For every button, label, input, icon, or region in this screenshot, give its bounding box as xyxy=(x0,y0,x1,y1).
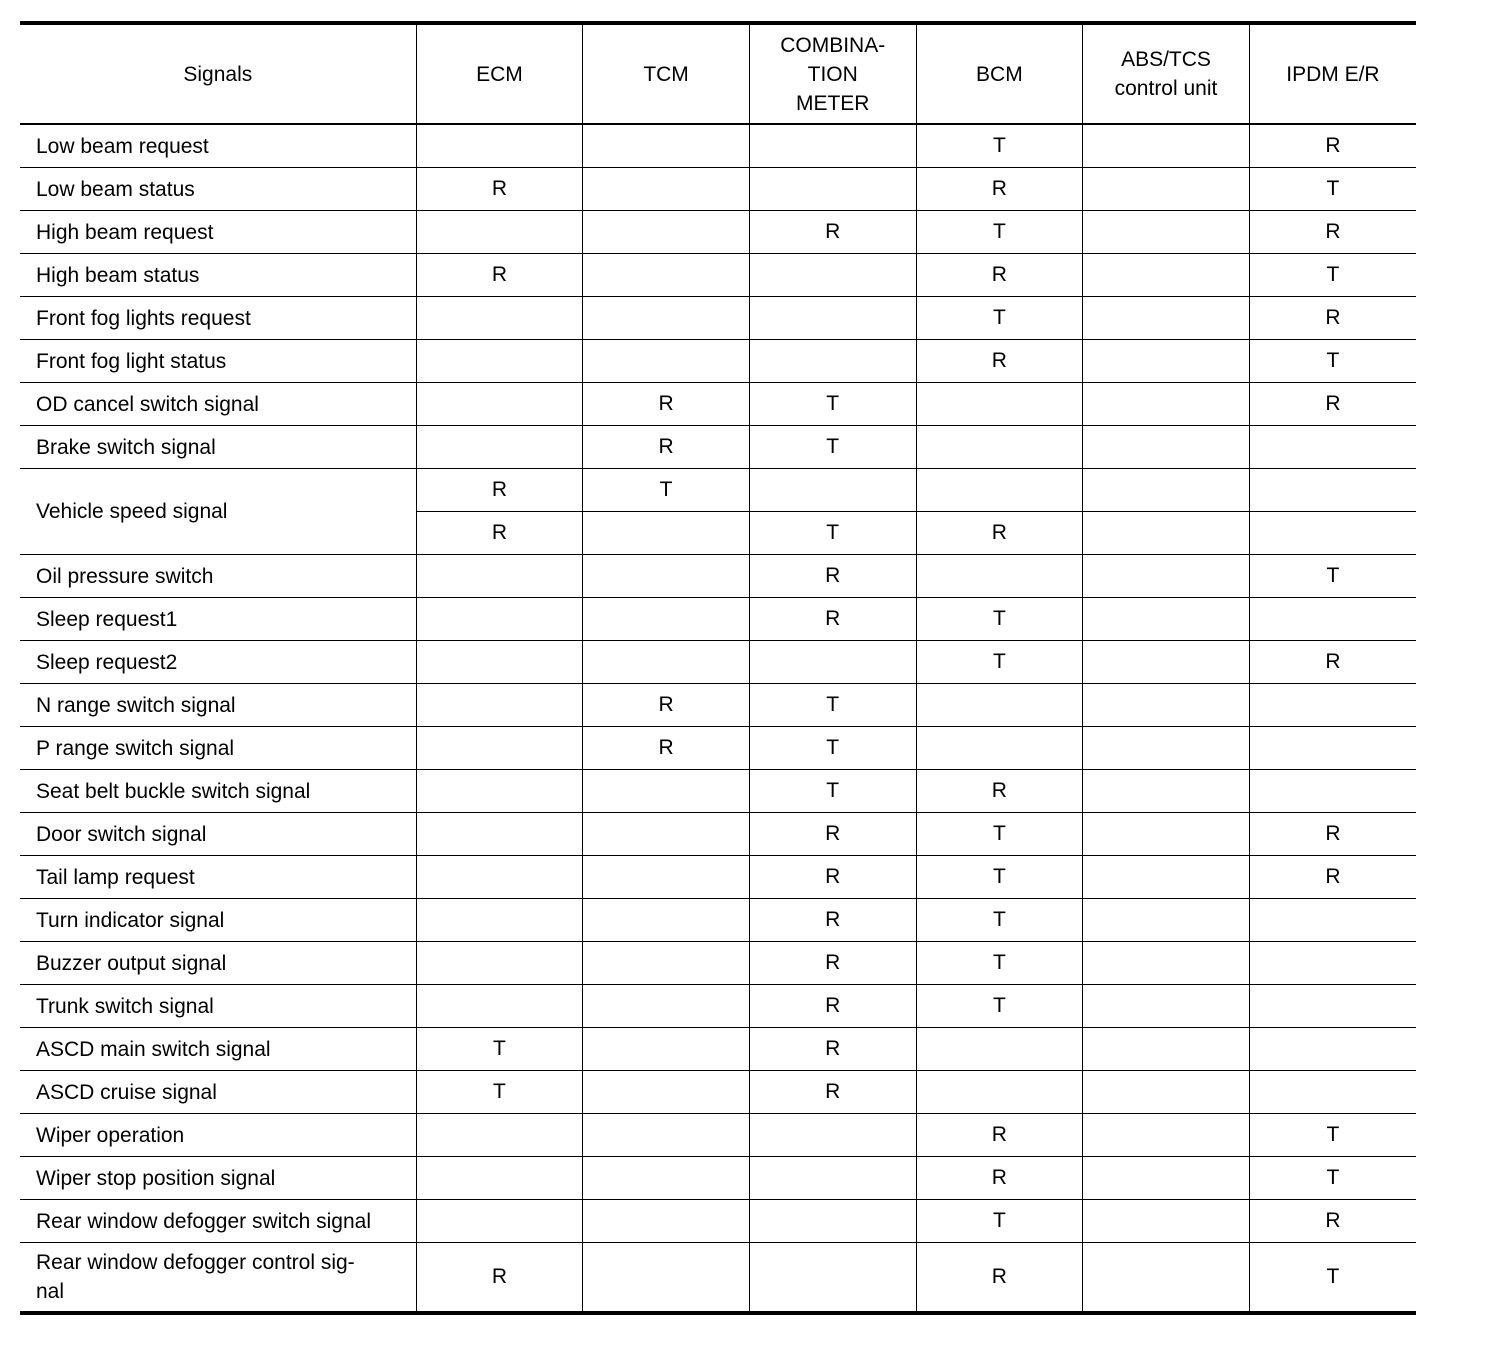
cell-bcm: T xyxy=(916,641,1083,684)
cell-meter xyxy=(749,168,916,211)
cell-meter xyxy=(749,124,916,168)
cell-abs xyxy=(1083,727,1250,770)
cell-abs xyxy=(1083,426,1250,469)
cell-meter xyxy=(749,469,916,512)
cell-ipdm xyxy=(1249,684,1416,727)
signal-name-cell: OD cancel switch signal xyxy=(20,383,416,426)
cell-abs xyxy=(1083,899,1250,942)
cell-meter xyxy=(749,1114,916,1157)
signal-name-cell: Sleep request2 xyxy=(20,641,416,684)
cell-bcm: T xyxy=(916,297,1083,340)
cell-tcm xyxy=(583,770,750,813)
cell-ecm xyxy=(416,813,583,856)
cell-ipdm: T xyxy=(1249,168,1416,211)
cell-ipdm: R xyxy=(1249,383,1416,426)
cell-meter: R xyxy=(749,598,916,641)
signal-name-cell: Front fog lights request xyxy=(20,297,416,340)
cell-tcm xyxy=(583,211,750,254)
cell-ecm xyxy=(416,856,583,899)
table-row xyxy=(20,254,1416,297)
cell-bcm: T xyxy=(916,598,1083,641)
signal-name-cell: Trunk switch signal xyxy=(20,985,416,1028)
header-bcm: BCM xyxy=(916,23,1083,124)
signal-name-cell: Rear window defogger switch signal xyxy=(20,1200,416,1243)
cell-abs xyxy=(1083,684,1250,727)
header-tcm: TCM xyxy=(583,23,750,124)
signal-name-cell: Tail lamp request xyxy=(20,856,416,899)
signal-name-cell: Turn indicator signal xyxy=(20,899,416,942)
table-row xyxy=(20,1200,1416,1243)
cell-meter: R xyxy=(749,813,916,856)
signal-name-cell: Wiper operation xyxy=(20,1114,416,1157)
cell-ecm xyxy=(416,1157,583,1200)
cell-ecm xyxy=(416,727,583,770)
cell-bcm: T xyxy=(916,856,1083,899)
table-row xyxy=(20,426,1416,469)
cell-tcm xyxy=(583,512,750,555)
cell-meter xyxy=(749,254,916,297)
table-row xyxy=(20,985,1416,1028)
cell-bcm xyxy=(916,555,1083,598)
signal-name-cell: ASCD cruise signal xyxy=(20,1071,416,1114)
cell-ipdm xyxy=(1249,985,1416,1028)
table-row xyxy=(20,297,1416,340)
cell-ipdm: R xyxy=(1249,813,1416,856)
cell-bcm: T xyxy=(916,899,1083,942)
cell-abs xyxy=(1083,383,1250,426)
cell-abs xyxy=(1083,512,1250,555)
cell-meter xyxy=(749,297,916,340)
cell-ipdm: R xyxy=(1249,297,1416,340)
cell-abs xyxy=(1083,813,1250,856)
table-row xyxy=(20,168,1416,211)
cell-tcm: T xyxy=(583,469,750,512)
table-row xyxy=(20,942,1416,985)
cell-ecm xyxy=(416,770,583,813)
cell-ipdm: R xyxy=(1249,124,1416,168)
header-row xyxy=(20,23,1416,124)
signal-name-cell: Door switch signal xyxy=(20,813,416,856)
cell-meter: R xyxy=(749,211,916,254)
cell-abs xyxy=(1083,1071,1250,1114)
cell-ipdm xyxy=(1249,1071,1416,1114)
cell-tcm xyxy=(583,899,750,942)
table-row xyxy=(20,211,1416,254)
cell-ecm xyxy=(416,684,583,727)
cell-ipdm xyxy=(1249,942,1416,985)
signal-name-cell: Oil pressure switch xyxy=(20,555,416,598)
cell-bcm: T xyxy=(916,985,1083,1028)
cell-abs xyxy=(1083,942,1250,985)
cell-bcm: R xyxy=(916,340,1083,383)
table-row xyxy=(20,1071,1416,1114)
cell-tcm xyxy=(583,1200,750,1243)
cell-ecm xyxy=(416,426,583,469)
cell-tcm xyxy=(583,168,750,211)
signal-name-cell: Seat belt buckle switch signal xyxy=(20,770,416,813)
cell-tcm: R xyxy=(583,684,750,727)
table-row xyxy=(20,1114,1416,1157)
cell-abs xyxy=(1083,856,1250,899)
signal-name-cell: Sleep request1 xyxy=(20,598,416,641)
cell-ipdm: R xyxy=(1249,1200,1416,1243)
cell-ecm xyxy=(416,1200,583,1243)
cell-ipdm xyxy=(1249,770,1416,813)
cell-abs xyxy=(1083,340,1250,383)
table-row xyxy=(20,124,1416,168)
header-abs-tcs: ABS/TCS control unit xyxy=(1083,23,1250,124)
cell-ipdm: T xyxy=(1249,340,1416,383)
table-row xyxy=(20,1243,1416,1314)
cell-abs xyxy=(1083,1157,1250,1200)
cell-abs xyxy=(1083,770,1250,813)
table-row xyxy=(20,856,1416,899)
cell-bcm xyxy=(916,426,1083,469)
cell-ipdm: R xyxy=(1249,211,1416,254)
cell-abs xyxy=(1083,555,1250,598)
cell-ecm: R xyxy=(416,469,583,512)
cell-abs xyxy=(1083,211,1250,254)
can-signal-table xyxy=(20,21,1416,1315)
cell-bcm: R xyxy=(916,254,1083,297)
cell-bcm xyxy=(916,469,1083,512)
header-ipdm: IPDM E/R xyxy=(1249,23,1416,124)
cell-tcm xyxy=(583,1243,750,1314)
cell-ecm xyxy=(416,340,583,383)
cell-ipdm: T xyxy=(1249,1114,1416,1157)
cell-bcm xyxy=(916,684,1083,727)
cell-bcm: R xyxy=(916,1114,1083,1157)
cell-bcm: R xyxy=(916,168,1083,211)
cell-abs xyxy=(1083,124,1250,168)
cell-ecm: R xyxy=(416,168,583,211)
cell-ipdm xyxy=(1249,598,1416,641)
table-row xyxy=(20,555,1416,598)
cell-ipdm: T xyxy=(1249,1157,1416,1200)
cell-abs xyxy=(1083,1114,1250,1157)
signal-name-cell: High beam request xyxy=(20,211,416,254)
cell-ecm: R xyxy=(416,254,583,297)
cell-ecm: T xyxy=(416,1028,583,1071)
cell-meter: R xyxy=(749,856,916,899)
cell-tcm xyxy=(583,340,750,383)
cell-tcm: R xyxy=(583,383,750,426)
cell-tcm xyxy=(583,555,750,598)
table-body xyxy=(20,124,1416,1313)
cell-meter: T xyxy=(749,383,916,426)
header-combination-meter: COMBINA- TION METER xyxy=(749,23,916,124)
cell-ipdm xyxy=(1249,1028,1416,1071)
cell-tcm xyxy=(583,942,750,985)
cell-bcm xyxy=(916,1071,1083,1114)
cell-tcm xyxy=(583,813,750,856)
cell-meter: T xyxy=(749,426,916,469)
cell-meter: R xyxy=(749,555,916,598)
cell-ipdm xyxy=(1249,426,1416,469)
cell-ecm xyxy=(416,598,583,641)
cell-bcm: T xyxy=(916,211,1083,254)
cell-ipdm: T xyxy=(1249,555,1416,598)
table-row xyxy=(20,813,1416,856)
table-row xyxy=(20,684,1416,727)
cell-ecm xyxy=(416,297,583,340)
cell-tcm: R xyxy=(583,727,750,770)
cell-ecm xyxy=(416,211,583,254)
table-header xyxy=(20,23,1416,124)
cell-ipdm xyxy=(1249,899,1416,942)
cell-abs xyxy=(1083,1243,1250,1314)
signal-name-cell: Buzzer output signal xyxy=(20,942,416,985)
cell-bcm: T xyxy=(916,813,1083,856)
signal-name-cell: P range switch signal xyxy=(20,727,416,770)
cell-tcm xyxy=(583,598,750,641)
cell-tcm xyxy=(583,856,750,899)
cell-meter: R xyxy=(749,1071,916,1114)
cell-tcm xyxy=(583,985,750,1028)
table-row xyxy=(20,899,1416,942)
cell-bcm: R xyxy=(916,512,1083,555)
cell-ipdm xyxy=(1249,512,1416,555)
cell-ecm xyxy=(416,899,583,942)
cell-ipdm: R xyxy=(1249,856,1416,899)
cell-ecm xyxy=(416,942,583,985)
table-row xyxy=(20,340,1416,383)
cell-abs xyxy=(1083,985,1250,1028)
cell-tcm xyxy=(583,1028,750,1071)
signal-name-cell: Vehicle speed signal xyxy=(20,469,416,555)
signal-name-cell: Low beam status xyxy=(20,168,416,211)
cell-abs xyxy=(1083,1028,1250,1071)
cell-ecm xyxy=(416,641,583,684)
cell-ipdm: T xyxy=(1249,1243,1416,1314)
cell-bcm xyxy=(916,727,1083,770)
table-row xyxy=(20,469,1416,512)
table-row xyxy=(20,598,1416,641)
table-row xyxy=(20,641,1416,684)
cell-abs xyxy=(1083,168,1250,211)
cell-ecm: T xyxy=(416,1071,583,1114)
cell-abs xyxy=(1083,254,1250,297)
signal-name-cell: N range switch signal xyxy=(20,684,416,727)
signal-name-cell: High beam status xyxy=(20,254,416,297)
cell-bcm: R xyxy=(916,1157,1083,1200)
cell-ipdm xyxy=(1249,469,1416,512)
cell-tcm xyxy=(583,1157,750,1200)
cell-bcm: R xyxy=(916,770,1083,813)
header-signals: Signals xyxy=(20,23,416,124)
cell-ipdm: T xyxy=(1249,254,1416,297)
cell-abs xyxy=(1083,469,1250,512)
cell-bcm: T xyxy=(916,942,1083,985)
cell-meter xyxy=(749,641,916,684)
cell-tcm xyxy=(583,297,750,340)
cell-meter: R xyxy=(749,899,916,942)
cell-bcm xyxy=(916,1028,1083,1071)
cell-bcm xyxy=(916,383,1083,426)
table-row xyxy=(20,1157,1416,1200)
cell-ecm: R xyxy=(416,512,583,555)
cell-meter xyxy=(749,1157,916,1200)
signal-name-cell: Rear window defogger control sig- nal xyxy=(36,1251,355,1303)
cell-meter xyxy=(749,340,916,383)
cell-meter: R xyxy=(749,985,916,1028)
cell-ecm: R xyxy=(416,1243,583,1314)
cell-meter: T xyxy=(749,727,916,770)
table-row xyxy=(20,383,1416,426)
signal-name-cell: Brake switch signal xyxy=(20,426,416,469)
cell-meter: R xyxy=(749,942,916,985)
cell-abs xyxy=(1083,641,1250,684)
header-ecm: ECM xyxy=(416,23,583,124)
table-row xyxy=(20,727,1416,770)
cell-meter xyxy=(749,1243,916,1314)
cell-meter: T xyxy=(749,512,916,555)
cell-bcm: R xyxy=(916,1243,1083,1314)
cell-tcm xyxy=(583,1071,750,1114)
cell-abs xyxy=(1083,1200,1250,1243)
cell-meter xyxy=(749,1200,916,1243)
signal-name-cell: Wiper stop position signal xyxy=(20,1157,416,1200)
table-row xyxy=(20,770,1416,813)
cell-meter: R xyxy=(749,1028,916,1071)
table-row xyxy=(20,1028,1416,1071)
cell-ipdm xyxy=(1249,727,1416,770)
cell-bcm: T xyxy=(916,124,1083,168)
signal-name-cell: ASCD main switch signal xyxy=(20,1028,416,1071)
cell-ecm xyxy=(416,124,583,168)
cell-abs xyxy=(1083,297,1250,340)
cell-meter: T xyxy=(749,684,916,727)
cell-ecm xyxy=(416,1114,583,1157)
cell-ecm xyxy=(416,383,583,426)
cell-ecm xyxy=(416,985,583,1028)
cell-abs xyxy=(1083,598,1250,641)
cell-ecm xyxy=(416,555,583,598)
cell-tcm: R xyxy=(583,426,750,469)
cell-ipdm: R xyxy=(1249,641,1416,684)
signal-name-cell: Front fog light status xyxy=(20,340,416,383)
cell-tcm xyxy=(583,254,750,297)
cell-meter: T xyxy=(749,770,916,813)
cell-tcm xyxy=(583,1114,750,1157)
cell-tcm xyxy=(583,124,750,168)
cell-bcm: T xyxy=(916,1200,1083,1243)
cell-tcm xyxy=(583,641,750,684)
signal-name-cell: Low beam request xyxy=(20,124,416,168)
